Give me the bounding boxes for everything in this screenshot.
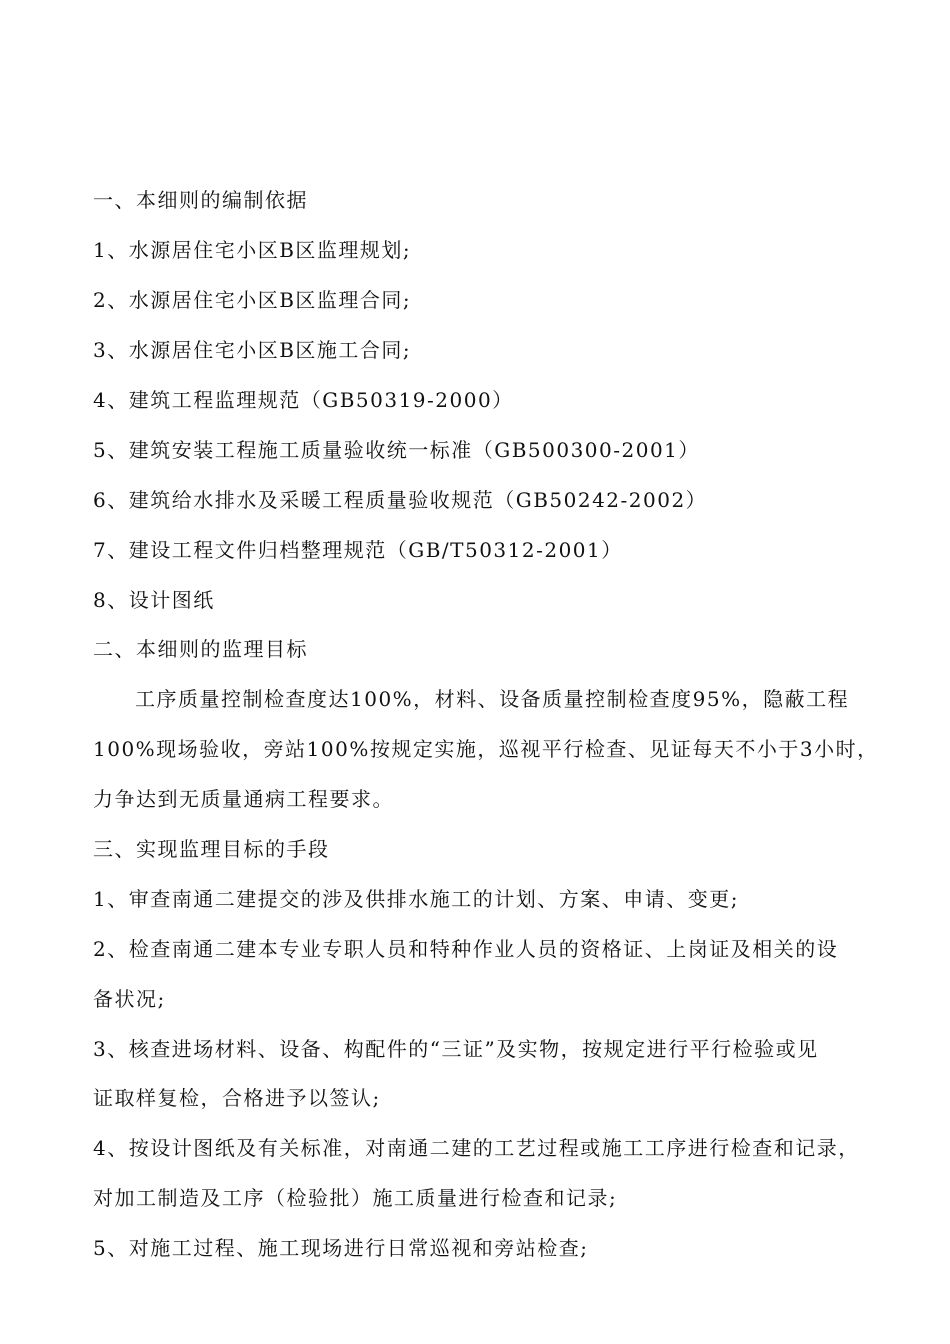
goal-paragraph-line-3: 力争达到无质量通病工程要求。 xyxy=(93,787,394,811)
basis-item-6: 6、建筑给水排水及采暖工程质量验收规范（GB50242-2002） xyxy=(93,488,708,512)
basis-item-2: 2、水源居住宅小区B区监理合同; xyxy=(93,288,412,312)
section-heading-3: 三、实现监理目标的手段 xyxy=(93,837,330,861)
means-item-2-line-2: 备状况; xyxy=(93,987,166,1011)
section-heading-2: 二、本细则的监理目标 xyxy=(93,637,308,661)
means-item-1: 1、审查南通二建提交的涉及供排水施工的计划、方案、申请、变更; xyxy=(93,887,739,911)
goal-paragraph-line-2: 100%现场验收，旁站100%按规定实施，巡视平行检查、见证每天不小于3小时， xyxy=(93,737,879,761)
basis-item-5: 5、建筑安装工程施工质量验收统一标准（GB500300-2001） xyxy=(93,438,700,462)
means-item-3-line-1: 3、核查进场材料、设备、构配件的“三证”及实物，按规定进行平行检验或见 xyxy=(93,1037,819,1061)
basis-item-3: 3、水源居住宅小区B区施工合同; xyxy=(93,338,412,362)
means-item-3-line-2: 证取样复检，合格进予以签认; xyxy=(93,1086,381,1110)
basis-item-7: 7、建设工程文件归档整理规范（GB/T50312-2001） xyxy=(93,538,623,562)
means-item-4-line-1: 4、按设计图纸及有关标准，对南通二建的工艺过程或施工工序进行检查和记录， xyxy=(93,1136,860,1160)
means-item-4-line-2: 对加工制造及工序（检验批）施工质量进行检查和记录; xyxy=(93,1186,618,1210)
basis-item-4: 4、建筑工程监理规范（GB50319-2000） xyxy=(93,388,514,412)
basis-item-8: 8、设计图纸 xyxy=(93,588,215,612)
means-item-5: 5、对施工过程、施工现场进行日常巡视和旁站检查; xyxy=(93,1236,589,1260)
means-item-2-line-1: 2、检查南通二建本专业专职人员和特种作业人员的资格证、上岗证及相关的设 xyxy=(93,937,839,961)
goal-paragraph-line-1: 工序质量控制检查度达100%，材料、设备质量控制检查度95%，隐蔽工程 xyxy=(135,687,850,711)
section-heading-1: 一、本细则的编制依据 xyxy=(93,188,308,212)
basis-item-1: 1、水源居住宅小区B区监理规划; xyxy=(93,238,412,262)
